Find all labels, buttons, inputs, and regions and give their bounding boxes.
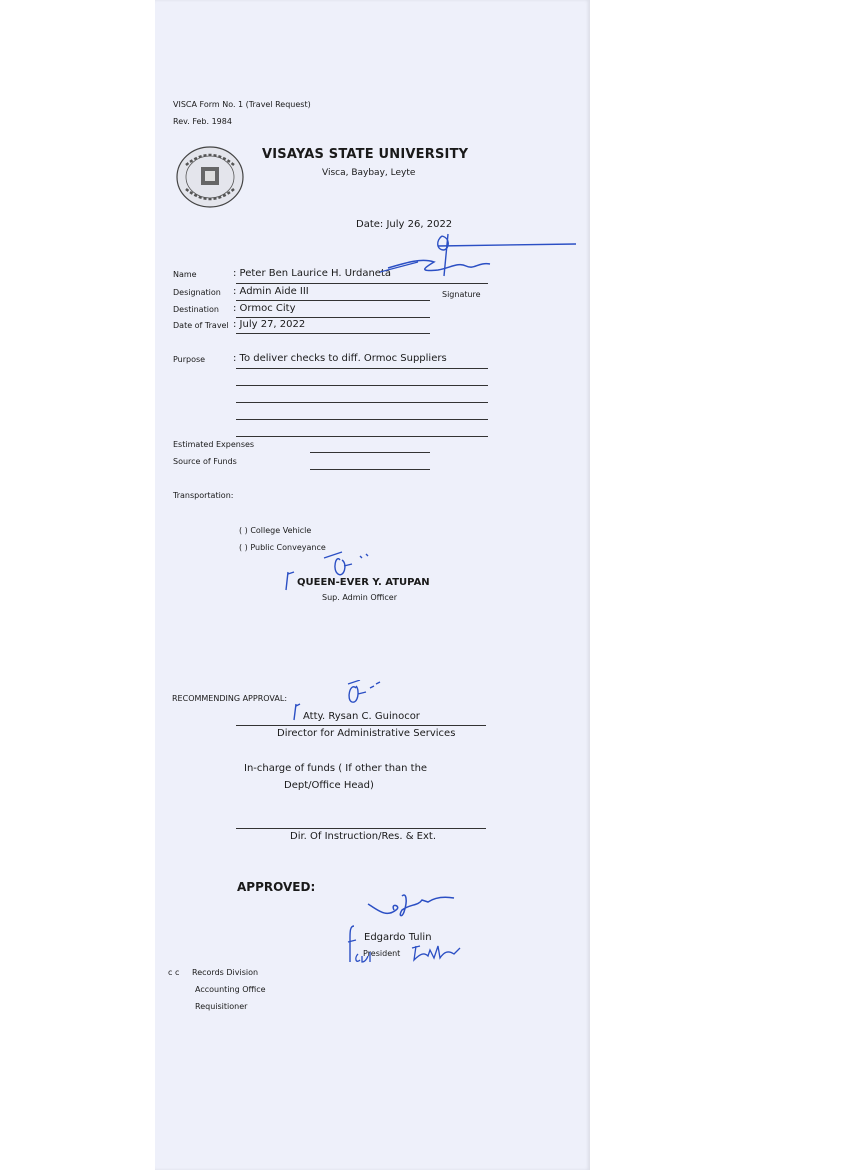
president-initials-handwriting-icon xyxy=(410,942,464,964)
cc-records-division: Records Division xyxy=(192,968,259,977)
president-title: President xyxy=(363,949,401,958)
cc-label: c c xyxy=(168,968,180,977)
recommender-title: Director for Administrative Services xyxy=(277,728,456,739)
purpose-line-4 xyxy=(236,419,488,420)
date-of-travel-underline xyxy=(236,333,430,334)
estimated-expenses-underline xyxy=(310,452,430,453)
destination-value: : Ormoc City xyxy=(233,303,296,314)
president-signature-icon xyxy=(362,890,462,924)
college-vehicle-option: ( ) College Vehicle xyxy=(239,526,312,535)
designation-underline xyxy=(236,300,430,301)
public-conveyance-option: ( ) Public Conveyance xyxy=(239,543,326,552)
instruction-title: Dir. Of Instruction/Res. & Ext. xyxy=(290,831,437,842)
transportation-label: Transportation: xyxy=(173,491,234,500)
purpose-value: : To deliver checks to diff. Ormoc Suppliers xyxy=(233,353,447,364)
purpose-label: Purpose xyxy=(173,355,206,364)
date-of-travel-value: : July 27, 2022 xyxy=(233,319,306,330)
purpose-line-1 xyxy=(236,368,488,369)
university-address: Visca, Baybay, Leyte xyxy=(322,168,416,178)
approved-label: APPROVED: xyxy=(237,880,316,894)
estimated-expenses-label: Estimated Expenses xyxy=(173,440,255,449)
purpose-line-3 xyxy=(236,402,488,403)
signature-label: Signature xyxy=(442,290,481,299)
recommender-name: Atty. Rysan C. Guinocor xyxy=(303,711,420,722)
instruction-underline xyxy=(236,828,486,829)
officer-title: Sup. Admin Officer xyxy=(322,593,397,602)
cc-accounting-office: Accounting Office xyxy=(195,985,266,994)
president-handwritten-mark-icon xyxy=(354,950,376,966)
president-name: Edgardo Tulin xyxy=(364,932,432,943)
date-of-travel-label: Date of Travel xyxy=(173,321,229,330)
source-of-funds-label: Source of Funds xyxy=(173,457,237,466)
name-value: : Peter Ben Laurice H. Urdaneta xyxy=(233,268,391,279)
recommending-approval-label: RECOMMENDING APPROVAL: xyxy=(172,694,288,703)
recommender-underline xyxy=(236,725,486,726)
date-label: Date: xyxy=(356,219,384,230)
funds-line-2: Dept/Office Head) xyxy=(284,780,374,791)
requester-signature-icon xyxy=(378,232,578,282)
destination-underline xyxy=(236,317,430,318)
designation-value: : Admin Aide III xyxy=(233,286,309,297)
purpose-line-2 xyxy=(236,385,488,386)
university-seal-icon xyxy=(174,145,246,209)
destination-label: Destination xyxy=(173,305,219,314)
form-number: VISCA Form No. 1 (Travel Request) xyxy=(173,100,311,109)
name-label: Name xyxy=(173,270,197,279)
purpose-line-5 xyxy=(236,436,488,437)
form-revision: Rev. Feb. 1984 xyxy=(173,117,232,126)
university-name: VISAYAS STATE UNIVERSITY xyxy=(262,147,469,162)
date-value: July 26, 2022 xyxy=(386,219,453,230)
designation-label: Designation xyxy=(173,288,221,297)
cc-requisitioner: Requisitioner xyxy=(195,1002,248,1011)
funds-line-1: In-charge of funds ( If other than the xyxy=(244,763,428,774)
name-underline xyxy=(236,283,488,284)
date-field xyxy=(356,219,452,230)
officer-name: QUEEN-EVER Y. ATUPAN xyxy=(297,577,430,588)
source-of-funds-underline xyxy=(310,469,430,470)
